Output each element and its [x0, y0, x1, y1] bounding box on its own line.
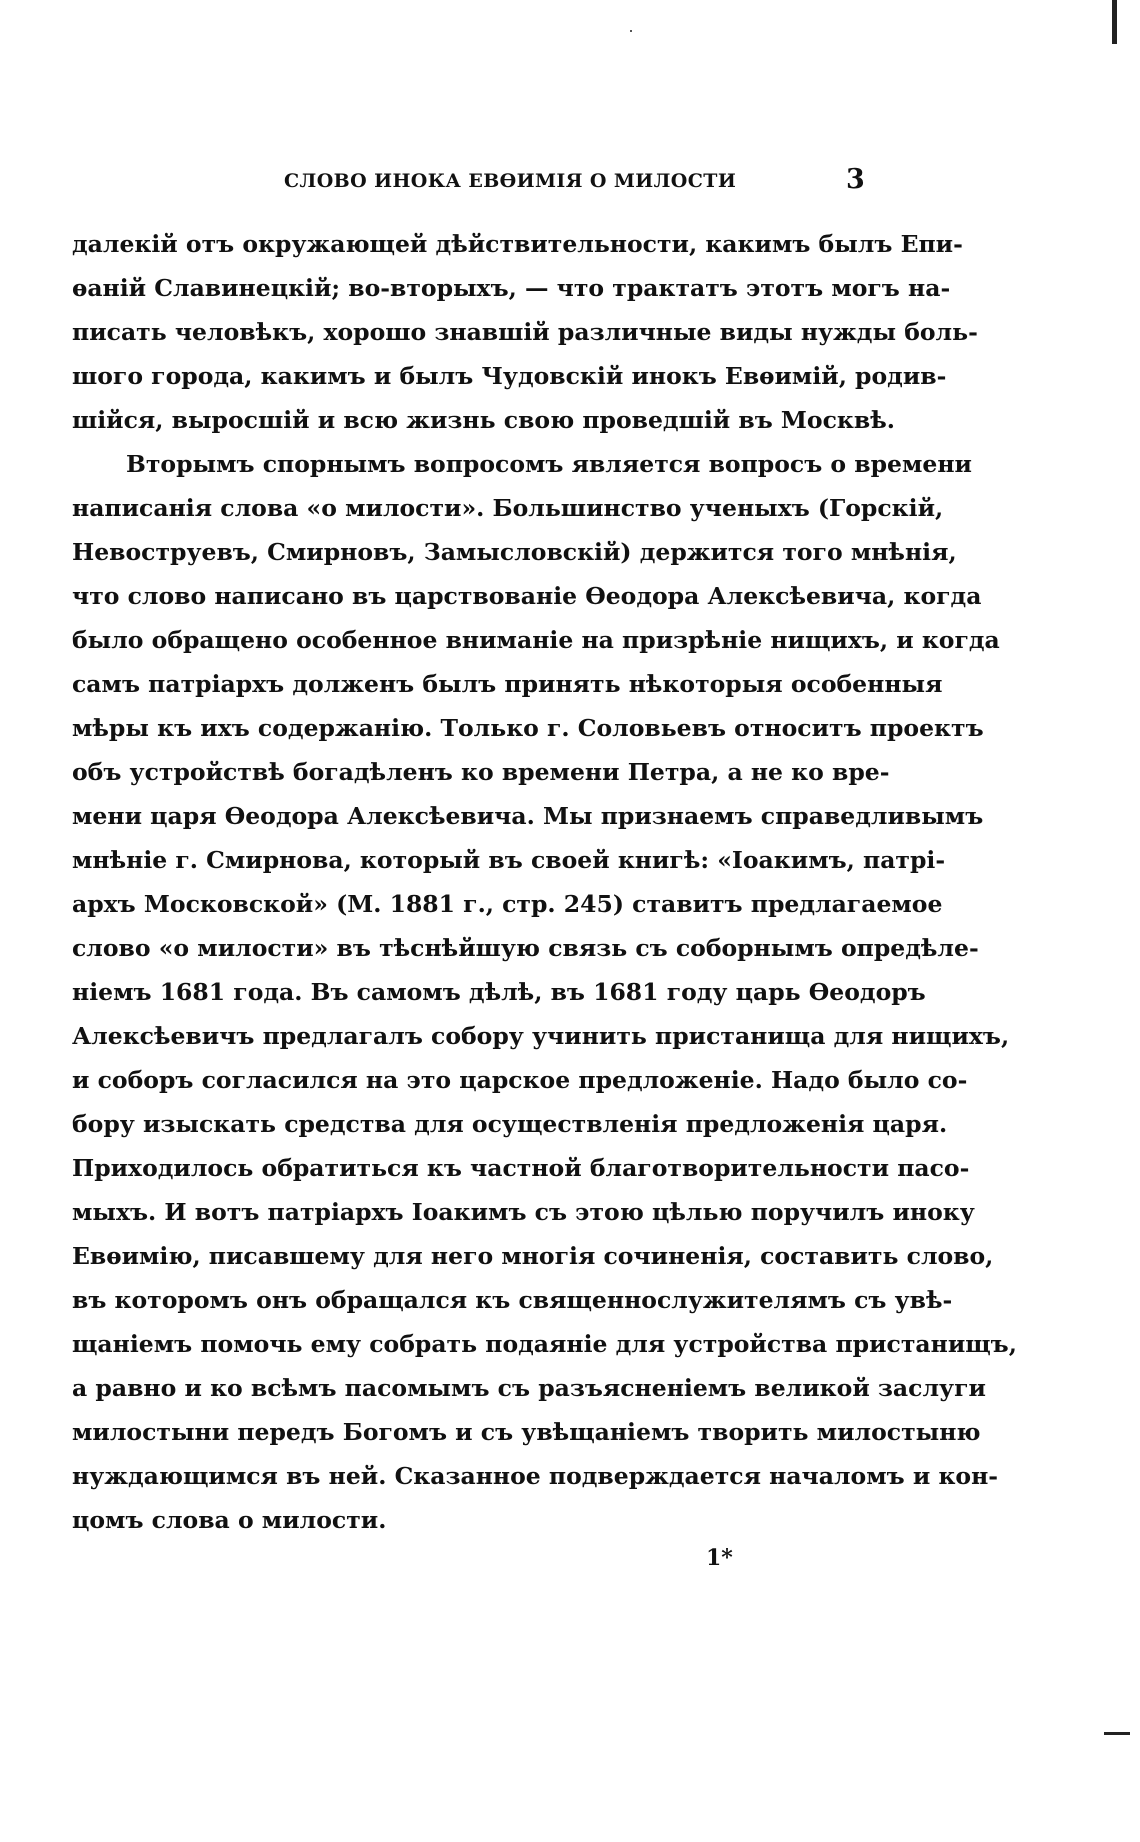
text-line: было обращено особенное вниманіе на призрѣніе нищихъ, и когда — [72, 626, 1000, 654]
body-text — [72, 222, 1017, 1542]
text-line: въ которомъ онъ обращался къ священнослужителямъ съ увѣ- — [72, 1286, 953, 1314]
text-line: Евѳимію, писавшему для него многія сочиненія, составить слово, — [72, 1242, 994, 1270]
text-line: Приходилось обратиться къ частной благотворительности пасо- — [72, 1154, 970, 1182]
paragraph-2 — [72, 442, 1017, 1542]
paragraph-1 — [72, 222, 978, 442]
print-speck — [630, 30, 632, 32]
page-edge-rule — [1112, 0, 1117, 44]
text-line: Невоструевъ, Смирновъ, Замысловскій) держится того мнѣнія, — [72, 538, 957, 566]
text-line: далекій отъ окружающей дѣйствительности, какимъ былъ Епи- — [72, 230, 963, 258]
text-line: цомъ слова о милости. — [72, 1506, 387, 1534]
text-line: Вторымъ спорнымъ вопросомъ является вопросъ о времени — [126, 450, 972, 478]
text-line: и соборъ согласился на это царское предложеніе. Надо было со- — [72, 1066, 968, 1094]
text-line: мыхъ. И вотъ патріархъ Іоакимъ съ этою цѣлью поручилъ иноку — [72, 1198, 975, 1226]
text-line: самъ патріархъ долженъ былъ принять нѣкоторыя особенныя — [72, 670, 943, 698]
text-line: ѳаній Славинецкій; во-вторыхъ, — что трактатъ этотъ могъ на- — [72, 274, 951, 302]
text-line: мени царя Ѳеодора Алексѣевича. Мы признаемъ справедливымъ — [72, 802, 984, 830]
text-line: написанія слова «о милости». Большинство ученыхъ (Горскій, — [72, 494, 944, 522]
text-line: а равно и ко всѣмъ пасомымъ съ разъясненіемъ великой заслуги — [72, 1374, 986, 1402]
text-line: мнѣніе г. Смирнова, который въ своей книгѣ: «Іоакимъ, патрі- — [72, 846, 946, 874]
text-line: щаніемъ помочь ему собрать подаяніе для устройства пристанищъ, — [72, 1330, 1017, 1358]
text-line: нуждающимся въ ней. Сказанное подверждается началомъ и кон- — [72, 1462, 999, 1490]
text-line: мѣры къ ихъ содержанію. Только г. Соловьевъ относитъ проектъ — [72, 714, 984, 742]
page-number: 3 — [846, 164, 865, 195]
text-line: ніемъ 1681 года. Въ самомъ дѣлѣ, въ 1681 году царь Ѳеодоръ — [72, 978, 926, 1006]
text-line: что слово написано въ царствованіе Ѳеодора Алексѣевича, когда — [72, 582, 982, 610]
running-title: СЛОВО ИНОКА ЕВѲИМІЯ О МИЛОСТИ — [284, 170, 737, 192]
text-line: шійся, выросшій и всю жизнь свою проведшій въ Москвѣ. — [72, 406, 895, 434]
text-line: Алексѣевичъ предлагалъ собору учинить пристанища для нищихъ, — [72, 1022, 1010, 1050]
margin-dash — [1104, 1732, 1130, 1735]
signature-mark: 1* — [706, 1545, 733, 1571]
text-line: архъ Московской» (М. 1881 г., стр. 245) ставитъ предлагаемое — [72, 890, 943, 918]
text-line: милостыни передъ Богомъ и съ увѣщаніемъ творить милостыню — [72, 1418, 981, 1446]
text-line: писать человѣкъ, хорошо знавшій различные виды нужды боль- — [72, 318, 978, 346]
text-line: бору изыскать средства для осуществленія предложенія царя. — [72, 1110, 948, 1138]
text-line: объ устройствѣ богадѣленъ ко времени Петра, а не ко вре- — [72, 758, 890, 786]
text-line: шого города, какимъ и былъ Чудовскій инокъ Евѳимій, родив- — [72, 362, 947, 390]
text-line: слово «о милости» въ тѣснѣйшую связь съ соборнымъ опредѣле- — [72, 934, 979, 962]
